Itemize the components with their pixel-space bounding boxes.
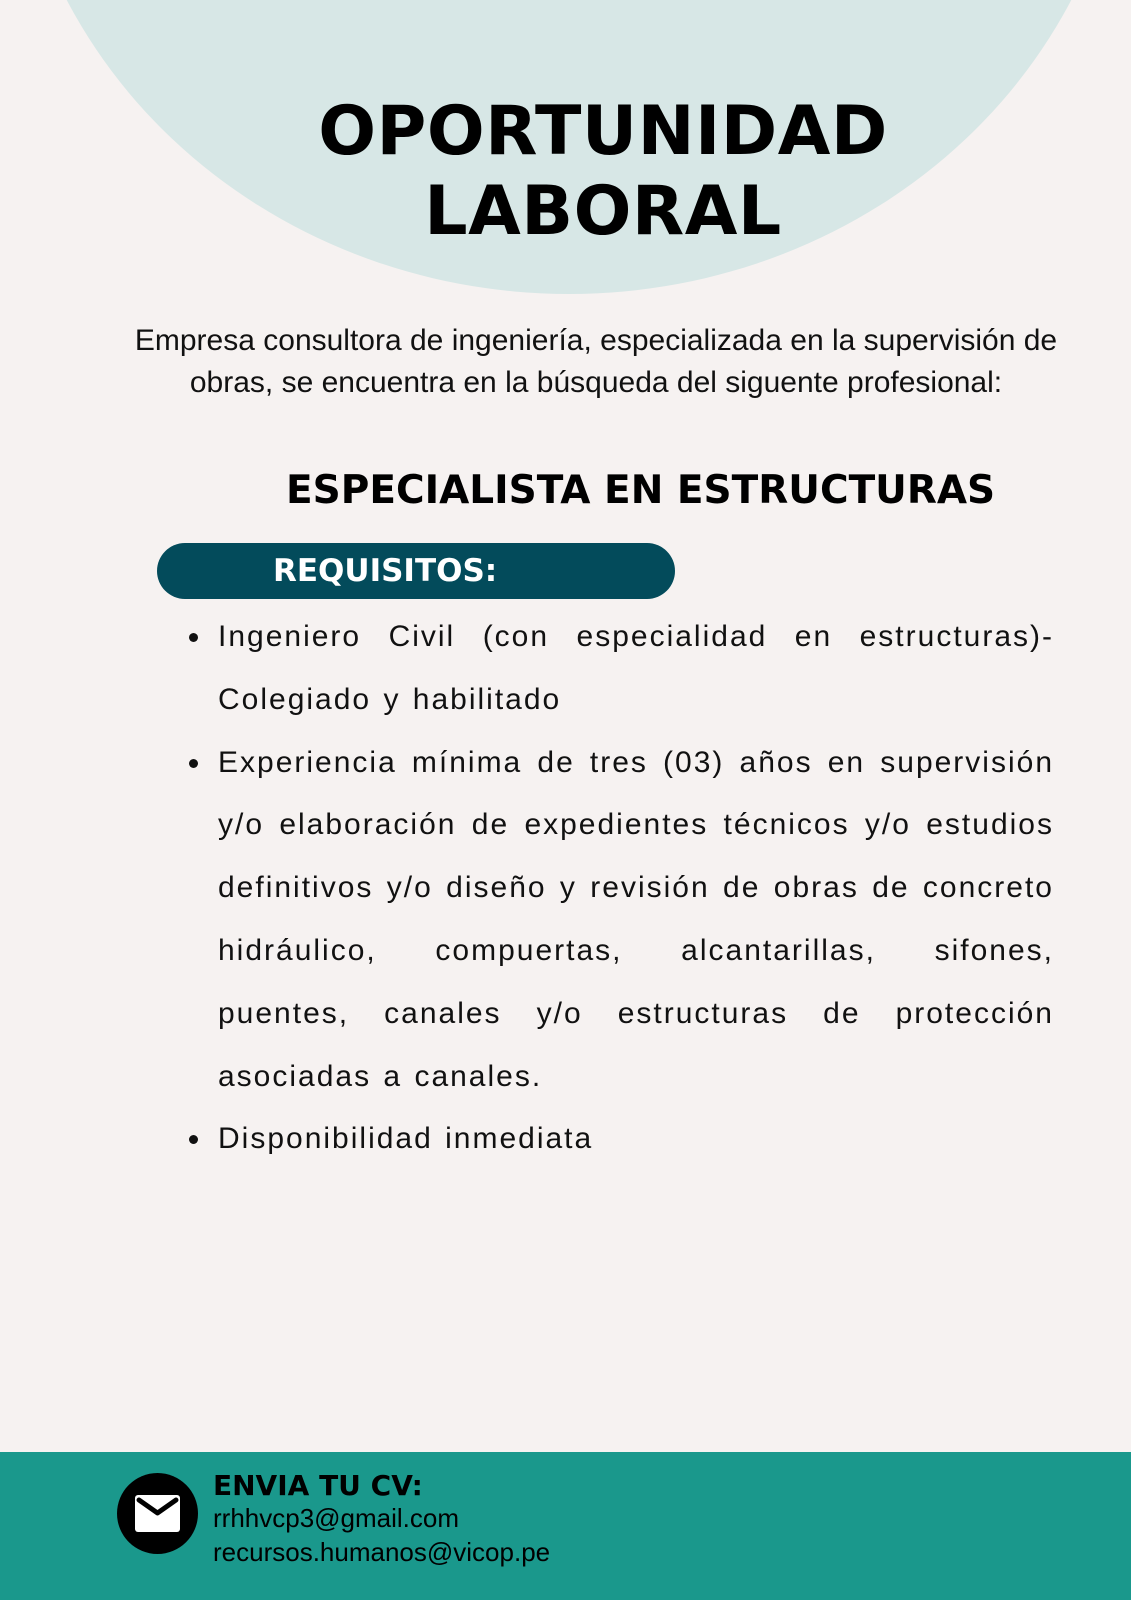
title-line-1: OPORTUNIDAD: [318, 92, 888, 171]
bullet-icon: [189, 1135, 198, 1144]
page-title: [0, 92, 1131, 252]
mail-icon: [117, 1473, 198, 1554]
bullet-icon: [189, 633, 198, 642]
requirement-item: [218, 1108, 1054, 1171]
email-link-vicop[interactable]: recursos.humanos@vicop.pe: [213, 1537, 551, 1567]
requirements-label: REQUISITOS:: [273, 553, 498, 589]
intro-paragraph: Empresa consultora de ingeniería, especializada en la supervisión de obras, se encuentra en la búsqueda del siguente profesional:: [134, 324, 1058, 399]
position-title: ESPECIALISTA EN ESTRUCTURAS: [286, 468, 996, 513]
contact-footer: [0, 1452, 1131, 1600]
requirement-item: [218, 606, 1054, 732]
requirements-banner: [157, 543, 675, 599]
requirement-text: Experiencia mínima de tres (03) años en supervisión y/o elaboración de expedientes técnicos y/o estudios definitivos y/o diseño y revisión de obras de concreto hidráulico, compuertas, alcantarillas, sifones, puentes, canales y/o estructuras de protección asociadas a canales.: [218, 745, 1054, 1093]
requirement-item: [218, 732, 1054, 1109]
requirements-list: [218, 606, 1054, 1171]
bullet-icon: [189, 759, 198, 768]
title-line-2: LABORAL: [424, 172, 782, 251]
send-cv-label: ENVIA TU CV:: [213, 1469, 423, 1502]
requirement-text: Disponibilidad inmediata: [218, 1122, 594, 1156]
email-link-gmail[interactable]: rrhhvcp3@gmail.com: [213, 1503, 460, 1533]
requirement-text: Ingeniero Civil (con especialidad en estructuras)- Colegiado y habilitado: [218, 620, 1054, 716]
